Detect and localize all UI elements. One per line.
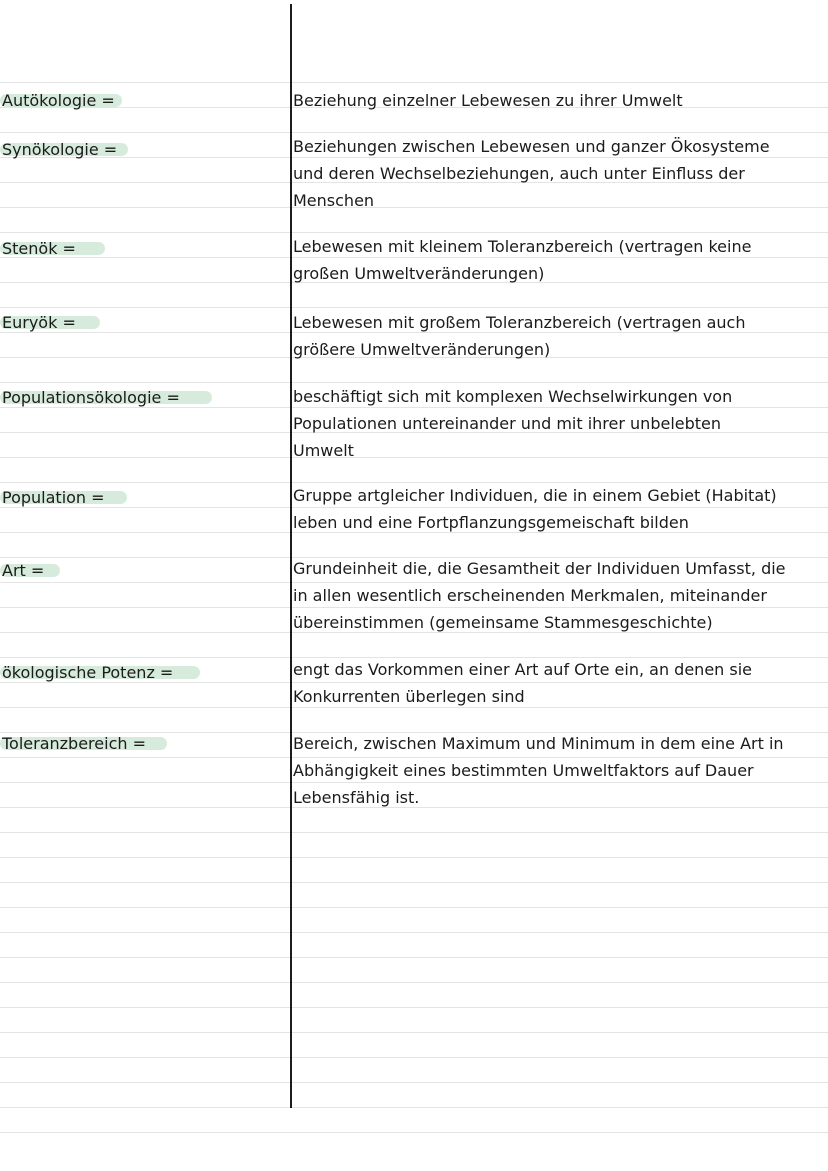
- definition-line: beschäftigt sich mit komplexen Wechselwirkungen von: [293, 387, 733, 406]
- definition-line: Bereich, zwischen Maximum und Minimum in dem eine Art in: [293, 734, 784, 753]
- definition-line: Gruppe artgleicher Individuen, die in einem Gebiet (Habitat): [293, 486, 777, 505]
- definition-line: großen Umweltveränderungen): [293, 264, 545, 283]
- ruled-line: [0, 882, 828, 883]
- term-label: Stenök =: [2, 239, 76, 258]
- ruled-line: [0, 832, 828, 833]
- glossary-term: [2, 91, 115, 111]
- glossary-term: [2, 313, 76, 333]
- term-definition: [293, 383, 828, 464]
- term-definition: [293, 233, 828, 287]
- ruled-line: [0, 1132, 828, 1133]
- glossary-term: [2, 734, 146, 754]
- term-definition: [293, 482, 828, 536]
- definition-line: und deren Wechselbeziehungen, auch unter Einfluss der: [293, 164, 745, 183]
- term-label: Art =: [2, 561, 45, 580]
- ruled-line: [0, 982, 828, 983]
- ruled-line: [0, 857, 828, 858]
- definition-line: Menschen: [293, 191, 375, 210]
- definition-line: Beziehungen zwischen Lebewesen und ganzer Ökosysteme: [293, 137, 770, 156]
- term-label: Autökologie =: [2, 91, 115, 110]
- glossary-term: [2, 140, 117, 160]
- glossary-term: [2, 388, 180, 408]
- ruled-line: [0, 1057, 828, 1058]
- definition-line: Populationen untereinander und mit ihrer unbelebten: [293, 414, 722, 433]
- term-label: ökologische Potenz =: [2, 663, 174, 682]
- term-definition: [293, 555, 828, 636]
- definition-line: übereinstimmen (gemeinsame Stammesgeschichte): [293, 613, 713, 632]
- glossary-term: [2, 561, 44, 581]
- term-label: Populationsökologie =: [2, 388, 180, 407]
- term-definition: [293, 133, 828, 214]
- definition-line: engt das Vorkommen einer Art auf Orte ein, an denen sie: [293, 660, 753, 679]
- term-definition: [293, 309, 828, 363]
- term-definition: [293, 87, 828, 114]
- ruled-line: [0, 957, 828, 958]
- ruled-line: [0, 82, 828, 83]
- definition-line: Lebensfähig ist.: [293, 788, 420, 807]
- definition-line: Umwelt: [293, 441, 354, 460]
- term-definition: [293, 656, 828, 710]
- glossary-term: [2, 488, 105, 508]
- ruled-line: [0, 1007, 828, 1008]
- term-definition: [293, 730, 828, 811]
- ruled-line: [0, 1032, 828, 1033]
- definition-line: Lebewesen mit großem Toleranzbereich (vertragen auch: [293, 313, 746, 332]
- column-divider: [290, 4, 292, 1108]
- term-label: Synökologie =: [2, 140, 118, 159]
- glossary-term: [2, 239, 76, 259]
- ruled-line: [0, 307, 828, 308]
- definition-line: Konkurrenten überlegen sind: [293, 687, 525, 706]
- definition-line: in allen wesentlich erscheinenden Merkmalen, miteinander: [293, 586, 767, 605]
- definition-line: größere Umweltveränderungen): [293, 340, 551, 359]
- term-label: Population =: [2, 488, 105, 507]
- definition-line: Abhängigkeit eines bestimmten Umweltfaktors auf Dauer: [293, 761, 754, 780]
- term-label: Toleranzbereich =: [2, 734, 146, 753]
- ruled-line: [0, 1082, 828, 1083]
- definition-line: Grundeinheit die, die Gesamtheit der Individuen Umfasst, die: [293, 559, 786, 578]
- ruled-line: [0, 932, 828, 933]
- definition-line: Lebewesen mit kleinem Toleranzbereich (vertragen keine: [293, 237, 752, 256]
- ruled-line: [0, 1107, 828, 1108]
- glossary-term: [2, 663, 173, 683]
- definition-line: leben und eine Fortpflanzungsgemeischaft bilden: [293, 513, 689, 532]
- term-label: Euryök =: [2, 313, 76, 332]
- ruled-line: [0, 907, 828, 908]
- definition-line: Beziehung einzelner Lebewesen zu ihrer Umwelt: [293, 91, 683, 110]
